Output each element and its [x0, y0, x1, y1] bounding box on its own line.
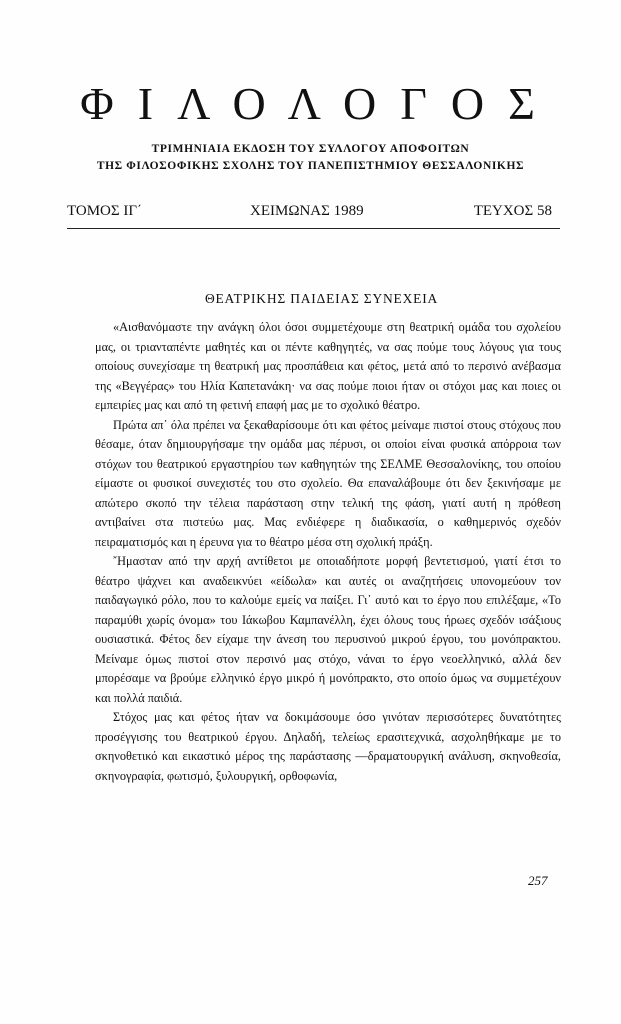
- page-number: 257: [528, 873, 548, 888]
- season-label: ΧΕΙΜΩΝΑΣ 1989: [250, 203, 364, 219]
- journal-subtitle-line-1: ΤΡΙΜΗΝΙΑΙΑ ΕΚΔΟΣΗ ΤΟΥ ΣΥΛΛΟΓΟΥ ΑΠΟΦΟΙΤΩΝ: [151, 143, 470, 155]
- header-divider: [67, 228, 560, 229]
- article-body: [95, 318, 561, 786]
- journal-title: ΦΙΛΟΛΟΓΟΣ: [80, 78, 559, 129]
- article-title: ΘΕΑΤΡΙΚΗΣ ΠΑΙΔΕΙΑΣ ΣΥΝΕΧΕΙΑ: [204, 291, 439, 306]
- article-paragraph-2: Πρώτα απ᾽ όλα πρέπει να ξεκαθαρίσουμε ότι και φέτος μείναμε πιστοί στους στόχους που θέσαμε, όταν δημιουργήσαμε την ομάδα μας πέρυσι, οι οποίοι είναι φυσικά απόρροια των στόχων του θεατρικού εργαστηρίου των καθηγητών της ΣΕΛΜΕ Θεσσαλονίκης, του οποίου είμαστε οι φυσικοί συνεχιστές του στο σχολείο. Θα επαναλάβουμε ότι δεν ξεκινήσαμε με απώτερο σκοπό την τέλεια παράσταση στην τελική της φάση, γιατί αυτή η πρόθεση αντιβαίνει στα πιστεύω μας. Μας ενδιέφερε η διαδικασία, ο καθημερινός σχεδόν πειραματισμός και η έρευνα για το θέατρο μέσα στη σχολική πράξη.: [95, 417, 561, 549]
- article-paragraph-4: Στόχος μας και φέτος ήταν να δοκιμάσουμε όσο γινόταν περισσότερες δυνατότητες προσέγγισης του θεατρικού έργου. Δηλαδή, τελείως ερασιτεχνικά, ασχοληθήκαμε με το σκηνοθετικό και εικαστικό μέρος της παράστασης —δραματουργική ανάλυση, σκηνοθεσία, σκηνογραφία, φωτισμό, ξυλουργική, ορθοφωνία,: [95, 710, 561, 783]
- article-paragraph-1: «Αισθανόμαστε την ανάγκη όλοι όσοι συμμετέχουμε στη θεατρική ομάδα του σχολείου μας, οι τριανταπέντε μαθητές και οι πέντε καθηγητές, να σας πούμε τους λόγους για τους οποίους συνεχίσαμε τη θεατρική μας προσπάθεια και φέτος, μετά από το περσινό ανέβασμα της «Βεγγέρας» του Ηλία Καπετανάκη· να σας πούμε ποιοι ήταν οι στόχοι μας και ποιες οι εμπειρίες μας και από τη φετινή επαφή μας με το σχολικό θέατρο.: [95, 320, 561, 412]
- volume-label: ΤΟΜΟΣ ΙΓ΄: [67, 203, 143, 219]
- journal-subtitle-line-2: ΤΗΣ ΦΙΛΟΣΟΦΙΚΗΣ ΣΧΟΛΗΣ ΤΟΥ ΠΑΝΕΠΙΣΤΗΜΙΟΥ ΘΕΣΣΑΛΟΝΙΚΗΣ: [96, 160, 525, 172]
- issue-number-label: ΤΕΥΧΟΣ 58: [473, 203, 552, 219]
- article-paragraph-3: ῎Ημασταν από την αρχή αντίθετοι με οποιαδήποτε μορφή βεντετισμού, γιατί έτσι το θέατρο ψάχνει και αναδεικνύει «είδωλα» και αυτές οι αναζητήσεις υπονομεύουν τον παιδαγωγικό ρόλο, που το καλούμε εμείς να παίξει. Γι᾽ αυτό και το έργο που επιλέξαμε, «Το παραμύθι χωρίς όνομα» του Ιάκωβου Καμπανέλλη, έχει όλους τους ήρωες σχεδόν ισάξιους ουσιαστικά. Φέτος δεν είχαμε την άνεση του περυσινού μικρού έργου, του μονόπρακτου. Μείναμε όμως πιστοί στον περσινό μας στόχο, νάναι το έργο νεοελληνικό, αλλά δεν μπορέσαμε να βρούμε ελληνικό έργο μικρό ή μονόπρακτο, στο οποίο όμως να συμμετέχουν και πολλά παιδιά.: [95, 554, 561, 705]
